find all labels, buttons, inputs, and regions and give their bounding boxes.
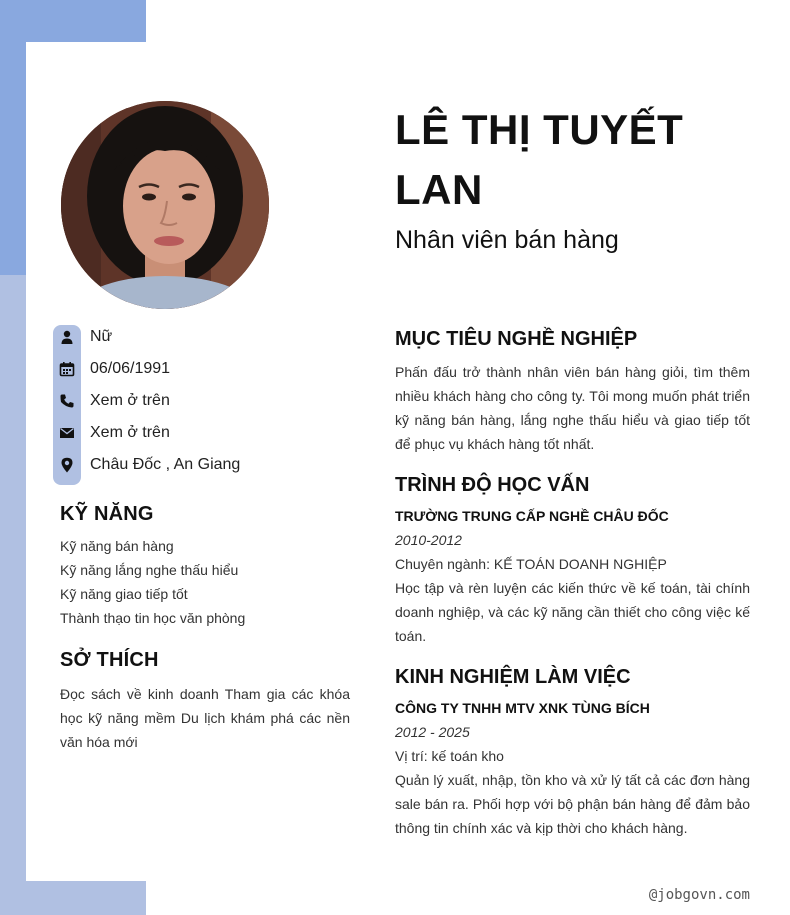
calendar-icon xyxy=(53,361,81,377)
contact-address xyxy=(53,453,240,477)
hobbies-text: Đọc sách về kinh doanh Tham gia các khóa học kỹ năng mềm Du lịch khám phá các nền văn hóa mới xyxy=(60,686,350,750)
skill-item: Kỹ năng bán hàng xyxy=(60,538,174,554)
experience-description: Quản lý xuất, nhập, tồn kho và xử lý tất cả các đơn hàng sale bán ra. Phối hợp với bộ phận bán hàng để đảm bảo thông tin chính xác và kịp thời cho khách hàng. xyxy=(395,772,750,836)
skills-heading: KỸ NĂNG xyxy=(60,503,154,525)
objective-text: Phấn đấu trở thành nhân viên bán hàng giỏi, tìm thêm nhiều khách hàng cho công ty. Tôi mong muốn phát triển kỹ năng bán hàng, lắng nghe thấu hiểu và giao tiếp tốt để phục vụ khách hàng tốt nhất. xyxy=(395,364,750,452)
contact-phone xyxy=(53,389,170,413)
experience-company: CÔNG TY TNHH MTV XNK TÙNG BÍCH xyxy=(395,700,650,716)
contact-birthdate xyxy=(53,357,170,381)
education-period: 2010-2012 xyxy=(395,532,462,548)
skill-item: Thành thạo tin học văn phòng xyxy=(60,610,246,626)
candidate-name: LÊ THỊ TUYẾT LAN xyxy=(395,106,684,213)
contact-address-value: Châu Đốc , An Giang xyxy=(90,456,241,473)
skill-item: Kỹ năng giao tiếp tốt xyxy=(60,586,188,602)
hobbies-heading: SỞ THÍCH xyxy=(60,649,159,671)
profile-photo xyxy=(61,101,269,309)
experience-position: Vị trí: kế toán kho xyxy=(395,748,504,764)
contact-gender-value: Nữ xyxy=(90,328,113,345)
contact-phone-value: Xem ở trên xyxy=(90,392,170,409)
contact-gender xyxy=(53,325,112,349)
skill-item: Kỹ năng lắng nghe thấu hiểu xyxy=(60,562,239,578)
contact-email-value: Xem ở trên xyxy=(90,424,170,441)
contact-email xyxy=(53,421,170,445)
watermark: @jobgovn.com xyxy=(648,887,750,903)
experience-period: 2012 - 2025 xyxy=(395,724,470,740)
experience-heading: KINH NGHIỆM LÀM VIỆC xyxy=(395,666,631,688)
location-pin-icon xyxy=(53,457,81,473)
mail-icon xyxy=(53,425,81,441)
candidate-job-title: Nhân viên bán hàng xyxy=(395,226,619,254)
decorative-bar-side xyxy=(0,275,26,915)
education-heading: TRÌNH ĐỘ HỌC VẤN xyxy=(395,474,590,496)
education-description: Học tập và rèn luyện các kiến thức về kế toán, tài chính doanh nghiệp, và các kỹ năng cần thiết cho công việc kế toán. xyxy=(395,580,750,644)
contact-birthdate-value: 06/06/1991 xyxy=(90,360,171,377)
education-major: Chuyên ngành: KẾ TOÁN DOANH NGHIỆP xyxy=(395,556,667,572)
phone-icon xyxy=(53,393,81,409)
profile-photo-image xyxy=(61,101,269,309)
person-icon xyxy=(53,329,81,345)
education-school: TRƯỜNG TRUNG CẤP NGHỀ CHÂU ĐỐC xyxy=(395,508,669,524)
decorative-bar-bottom xyxy=(0,881,146,915)
objective-heading: MỤC TIÊU NGHỀ NGHIỆP xyxy=(395,328,638,350)
